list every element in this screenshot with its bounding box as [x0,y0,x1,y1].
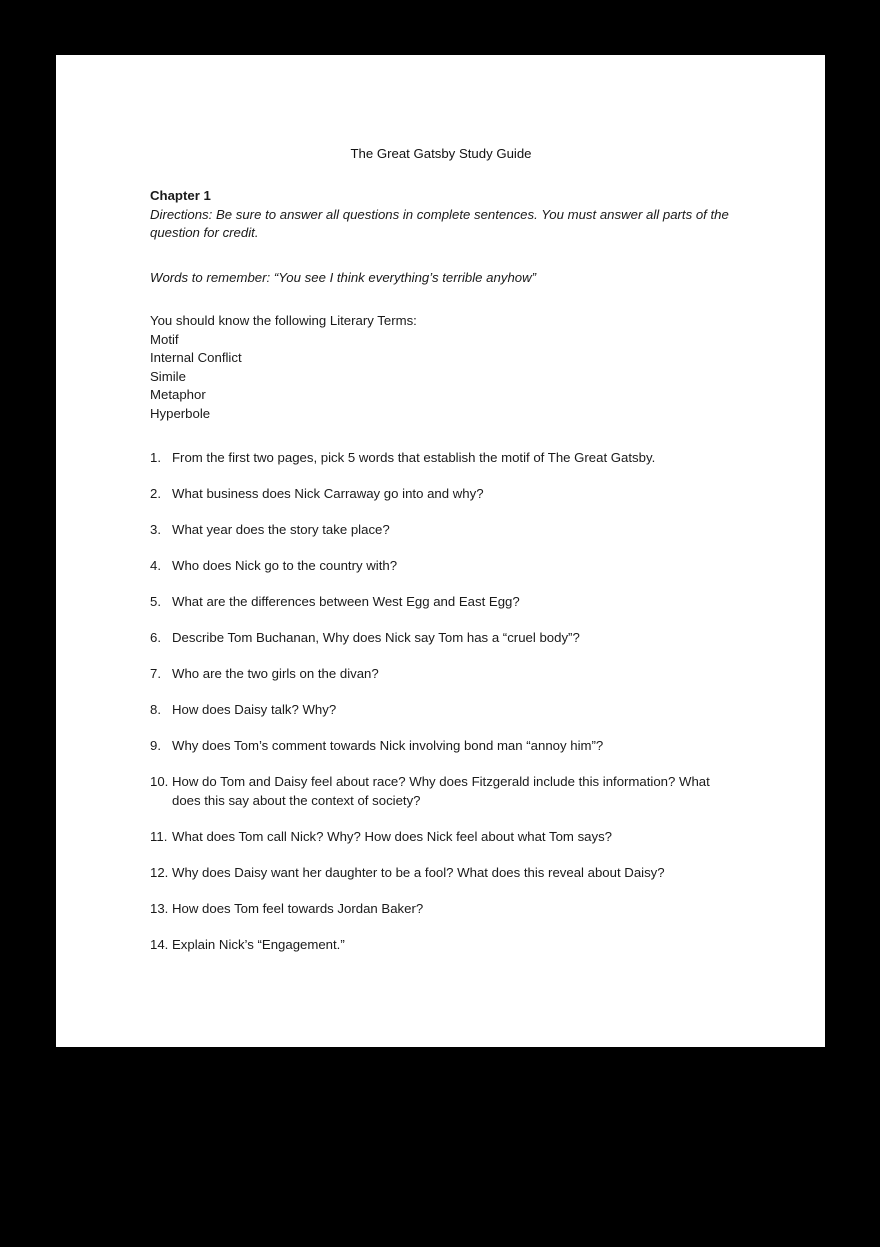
question-text: What are the differences between West Egg and East Egg? [172,594,520,609]
list-item [150,900,732,919]
question-number: 4. [150,558,161,573]
question-text: How do Tom and Daisy feel about race? Why does Fitzgerald include this information? What does this say about the context of society? [172,774,710,808]
question-text: Who does Nick go to the country with? [172,558,398,573]
list-item [150,449,732,468]
question-number: 14. [150,936,169,952]
question-text: Who are the two girls on the divan? [172,666,379,681]
question-text: What business does Nick Carraway go into and why? [172,486,484,501]
question-text: Why does Daisy want her daughter to be a fool? What does this reveal about Daisy? [172,864,665,880]
list-item [150,773,732,810]
question-number: 5. [150,594,161,609]
list-item [150,864,732,883]
question-number: 9. [150,738,161,753]
question-text: How does Daisy talk? Why? [172,702,337,717]
question-text: Explain Nick’s “Engagement.” [172,936,345,952]
question-text: What year does the story take place? [172,522,390,537]
list-item: Hyperbole [150,405,211,421]
list-item [150,485,732,504]
list-item: Simile [150,368,186,384]
document-content [150,145,732,954]
question-number: 2. [150,486,161,501]
question-text: Why does Tom’s comment towards Nick involving bond man “annoy him”? [172,738,604,753]
question-text: What does Tom call Nick? Why? How does Nick feel about what Tom says? [172,828,613,844]
question-number: 1. [150,450,161,465]
question-number: 10. [150,774,169,789]
question-number: 12. [150,864,169,880]
list-item: Internal Conflict [150,350,242,365]
list-item: Motif [150,331,179,347]
words-to-remember-text: Words to remember: “You see I think everything’s terrible anyhow” [150,269,537,285]
question-number: 11. [150,828,168,844]
question-number: 7. [150,666,161,681]
list-item [150,593,732,612]
question-text: How does Tom feel towards Jordan Baker? [172,900,424,916]
literary-terms-list [150,331,732,424]
literary-terms-intro: You should know the following Literary Terms: [150,313,417,328]
list-item [150,557,732,576]
list-item [150,665,732,684]
questions-list [150,449,732,954]
list-item [150,737,732,756]
list-item [150,936,732,955]
chapter-heading: Chapter 1 [150,188,211,203]
question-number: 3. [150,522,161,537]
question-number: 13. [150,900,169,916]
question-number: 8. [150,702,161,717]
document-page [56,55,825,1047]
list-item: Metaphor [150,387,206,402]
directions-text: Directions: Be sure to answer all questions in complete sentences. You must answer all parts of the question for credit. [150,206,729,240]
question-text: From the first two pages, pick 5 words that establish the motif of The Great Gatsby. [172,450,656,465]
list-item [150,701,732,720]
question-text: Describe Tom Buchanan, Why does Nick say Tom has a “cruel body”? [172,630,580,645]
list-item [150,629,732,648]
list-item [150,521,732,540]
question-number: 6. [150,630,161,645]
list-item [150,828,732,847]
page-title: The Great Gatsby Study Guide [350,146,532,161]
